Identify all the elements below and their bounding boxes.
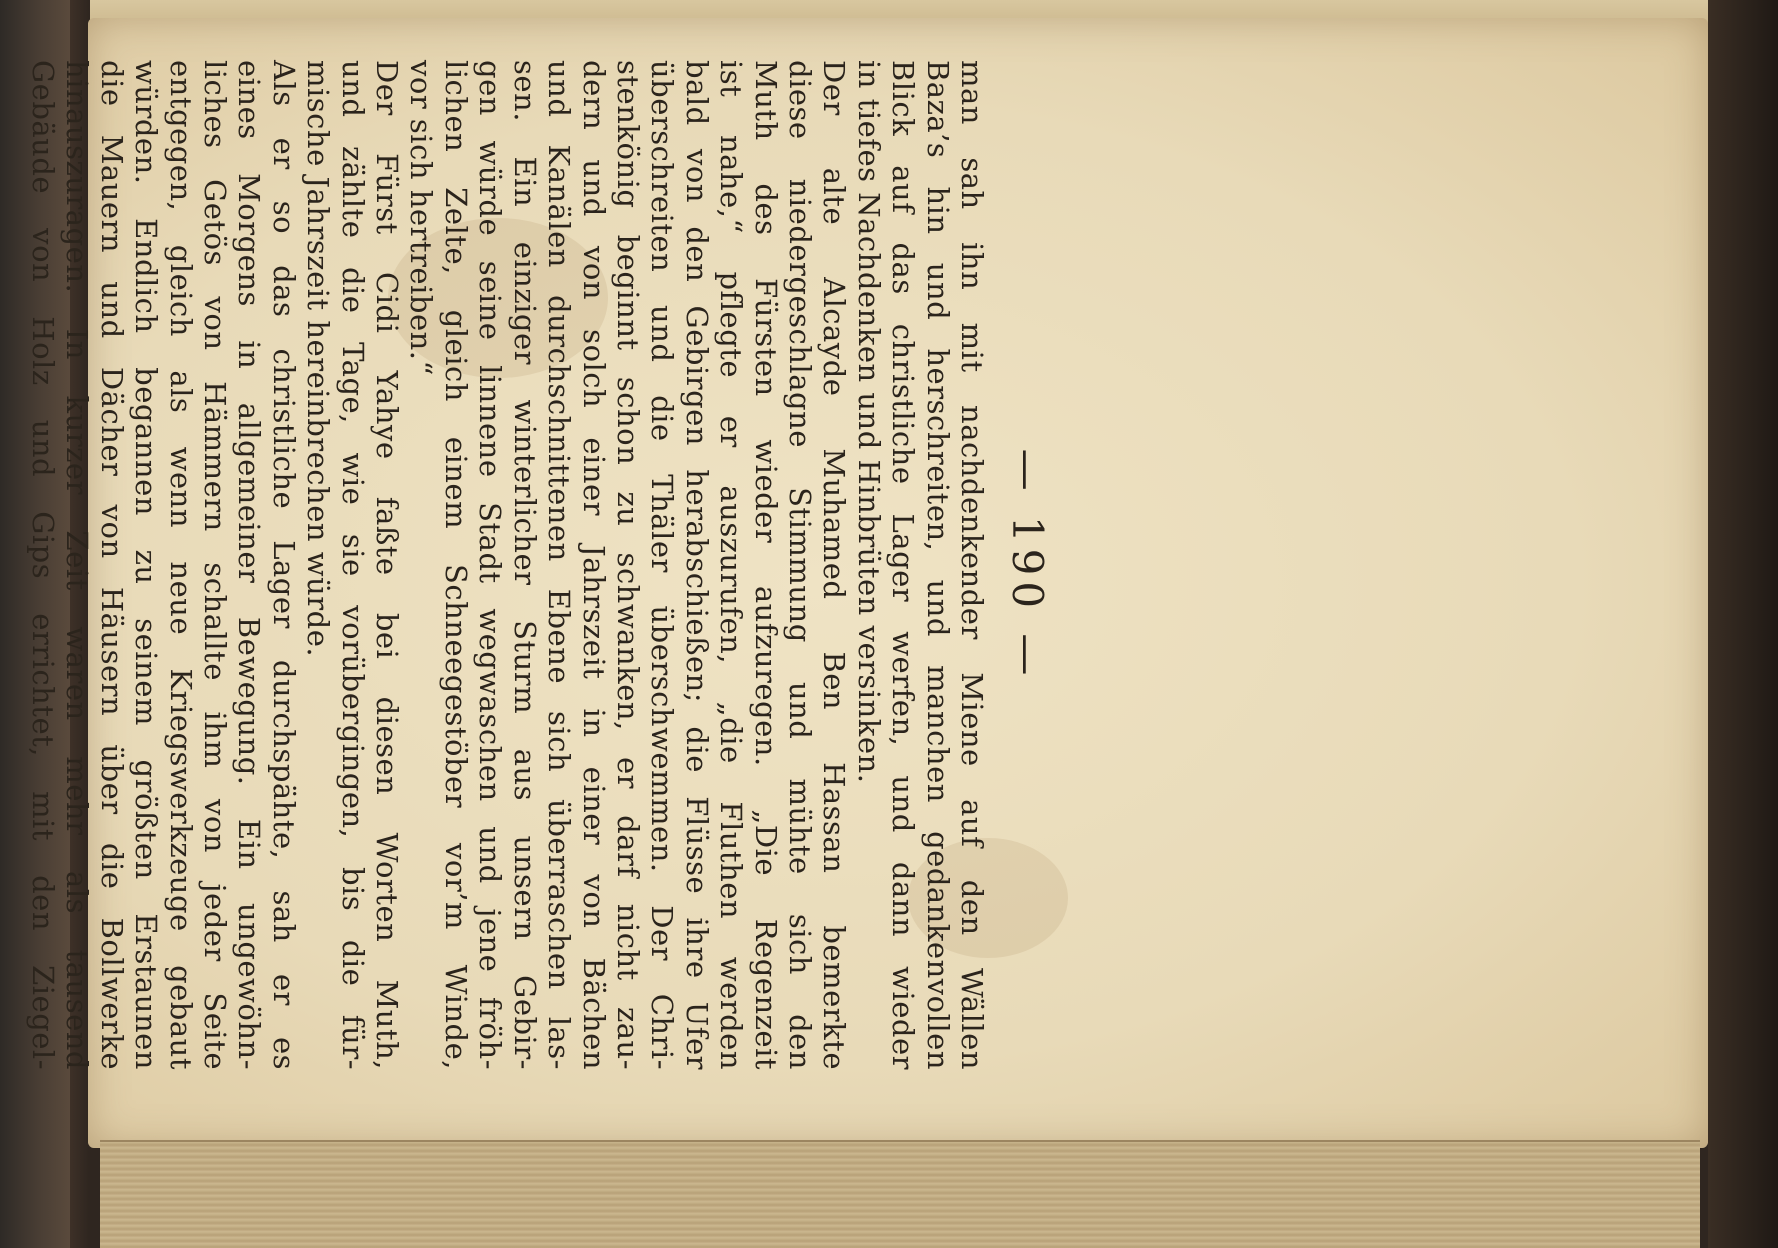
text-line: dern und von solch einer Jahrszeit in einer von Bächen	[576, 60, 611, 1070]
text-line: stenkönig beginnt schon zu schwanken, er darf nicht zau-	[610, 60, 645, 1070]
text-line: und Kanälen durchschnittenen Ebene sich überraschen las-	[542, 60, 577, 1070]
text-line: Baza’s hin und herschreiten, und manchen gedankenvollen	[920, 60, 955, 1070]
page-text-rotated	[26, 60, 1060, 1070]
text-line: Als er so das christliche Lager durchspähte, sah er es	[266, 60, 301, 1070]
text-line: vor sich hertreiben.“	[404, 60, 439, 376]
text-line: überschreiten und die Thäler überschwemmen. Der Chri-	[645, 60, 680, 1070]
text-line: eines Morgens in allgemeiner Bewegung. Ein ungewöhn-	[232, 60, 267, 1070]
text-line: liches Getös von Hämmern schallte ihm von jeder Seite	[198, 60, 233, 1070]
text-line: Gebäude von Holz und Gips errichtet, mit den Ziegel-	[26, 60, 61, 1070]
text-line: sen. Ein einziger winterlicher Sturm aus unsern Gebir-	[507, 60, 542, 1070]
text-line: entgegen, gleich als wenn neue Kriegswerkzeuge gebaut	[163, 60, 198, 1070]
text-line: und zählte die Tage, wie sie vorübergingen, bis die für-	[335, 60, 370, 1070]
text-line: diese niedergeschlagne Stimmung und mühte sich den	[782, 60, 817, 1070]
text-line: in tiefes Nachdenken und Hinbrüten versinken.	[851, 60, 886, 784]
text-line: ist nahe,“ pflegte er auszurufen, „die Fluthen werden	[714, 60, 749, 1070]
text-line: man sah ihn mit nachdenkender Miene auf den Wällen	[955, 60, 989, 1070]
body-text	[26, 60, 989, 1070]
text-line: Der alte Alcayde Muhamed Ben Hassan bemerkte	[817, 60, 852, 1070]
text-line: Der Fürst Cidi Yahye faßte bei diesen Worten Muth,	[370, 60, 405, 1070]
text-line: lichen Zelte, gleich einem Schneegestöber vor’m Winde,	[438, 60, 473, 1070]
text-line: gen würde seine linnene Stadt wegwaschen und jene fröh-	[473, 60, 508, 1070]
text-line: die Mauern und Dächer von Häusern über die Bollwerke	[94, 60, 129, 1070]
book-spine	[1708, 0, 1778, 1248]
page-block-edges	[100, 1140, 1700, 1248]
text-line: Blick auf das christliche Lager werfen, und dann wieder	[886, 60, 921, 1070]
text-line: bald von den Gebirgen herabschießen; die Flüsse ihre Ufer	[679, 60, 714, 1070]
text-line: Muth des Fürsten wieder aufzuregen. „Die Regenzeit	[748, 60, 783, 1070]
text-line: würden. Endlich begannen zu seinem größten Erstaunen	[129, 60, 164, 1070]
page-number: — 190 —	[1003, 448, 1052, 682]
text-line: mische Jahrszeit hereinbrechen würde.	[301, 60, 336, 658]
text-line: hinauszuragen. In kurzer Zeit waren mehr als tausend	[60, 60, 95, 1070]
